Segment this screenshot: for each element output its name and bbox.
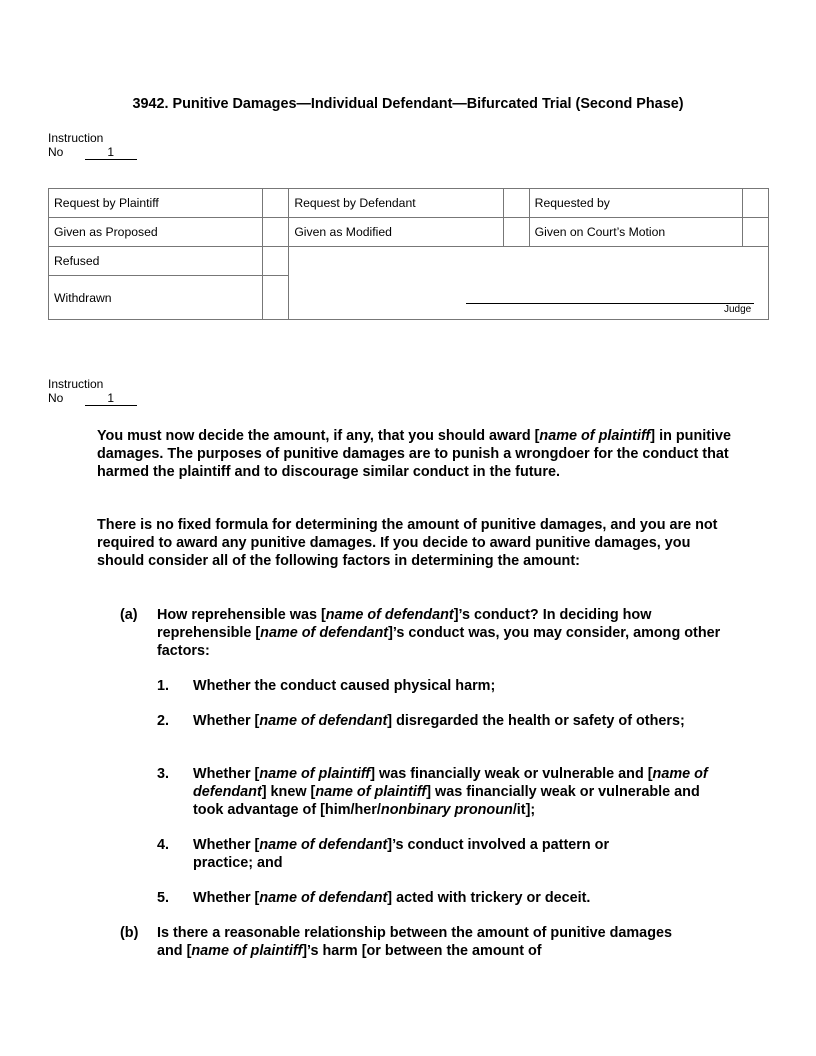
given-on-courts-motion-label: Given on Court’s Motion bbox=[529, 218, 742, 247]
requested-by-label: Requested by bbox=[529, 189, 742, 218]
factor-4-label: 4. bbox=[157, 837, 170, 853]
judge-label: Judge bbox=[724, 304, 752, 315]
given-as-proposed-label: Given as Proposed bbox=[49, 218, 263, 247]
withdrawn-label: Withdrawn bbox=[49, 276, 263, 320]
given-as-proposed-checkbox[interactable] bbox=[263, 218, 289, 247]
factor-2-text: Whether [name of defendant] disregarded the health or safety of others; bbox=[193, 713, 685, 729]
factor-1-text: Whether the conduct caused physical harm; bbox=[193, 678, 496, 694]
factor-5-label: 5. bbox=[157, 890, 170, 906]
factor-1-label: 1. bbox=[157, 678, 170, 694]
factor-3-text: Whether [name of plaintiff] was financially weak or vulnerable and [name of defendant] knew [name of plaintiff] was financially weak or vulnerable and took advantage of [him/her/nonbinary pronoun/it]; bbox=[193, 766, 708, 818]
instruction-number: 1 bbox=[85, 146, 137, 160]
factor-4-text: Whether [name of defendant]’s conduct involved a pattern or practice; and bbox=[193, 837, 610, 871]
given-on-courts-motion-checkbox[interactable] bbox=[742, 218, 768, 247]
factor-a-label: (a) bbox=[120, 607, 138, 623]
factor-a-text: How reprehensible was [name of defendant]’s conduct? In deciding how reprehensible [name of defendant]’s conduct was, you may consider, among other factors: bbox=[157, 607, 721, 659]
disposition-table bbox=[48, 188, 769, 320]
instruction-no-label: No bbox=[48, 391, 64, 405]
instruction-number: 1 bbox=[85, 392, 137, 406]
instruction-label: Instruction bbox=[48, 377, 104, 391]
request-by-plaintiff-checkbox[interactable] bbox=[263, 189, 289, 218]
paragraph-no-fixed-formula: There is no fixed formula for determining the amount of punitive damages, and you are not required to award any punitive damages. If you decide to award punitive damages, you should consider all of the following factors in determining the amount: bbox=[97, 517, 718, 569]
refused-checkbox[interactable] bbox=[263, 247, 289, 276]
page-title: 3942. Punitive Damages—Individual Defendant—Bifurcated Trial (Second Phase) bbox=[132, 96, 684, 112]
given-as-modified-label: Given as Modified bbox=[289, 218, 503, 247]
request-by-plaintiff-label: Request by Plaintiff bbox=[49, 189, 263, 218]
factor-5-text: Whether [name of defendant] acted with trickery or deceit. bbox=[193, 890, 591, 906]
factor-3-label: 3. bbox=[157, 766, 170, 782]
request-by-defendant-checkbox[interactable] bbox=[503, 189, 529, 218]
paragraph-purpose: You must now decide the amount, if any, that you should award [name of plaintiff] in punitive damages. The purposes of punitive damages are to punish a wrongdoer for the conduct that harmed the plaintiff and to discourage similar conduct in the future. bbox=[97, 428, 732, 480]
given-as-modified-checkbox[interactable] bbox=[503, 218, 529, 247]
judge-signature-area bbox=[289, 247, 769, 320]
refused-label: Refused bbox=[49, 247, 263, 276]
instruction-number-block-2 bbox=[48, 377, 137, 406]
withdrawn-checkbox[interactable] bbox=[263, 276, 289, 320]
factor-b-text: Is there a reasonable relationship between the amount of punitive damages and [name of plaintiff]’s harm [or between the amount of bbox=[157, 925, 672, 959]
judge-signature-line[interactable] bbox=[466, 303, 754, 304]
instruction-no-label: No bbox=[48, 145, 64, 159]
instruction-number-block bbox=[48, 131, 137, 160]
factor-b-label: (b) bbox=[120, 925, 139, 941]
instruction-label: Instruction bbox=[48, 131, 104, 145]
requested-by-checkbox[interactable] bbox=[742, 189, 768, 218]
request-by-defendant-label: Request by Defendant bbox=[289, 189, 503, 218]
factor-2-label: 2. bbox=[157, 713, 170, 729]
